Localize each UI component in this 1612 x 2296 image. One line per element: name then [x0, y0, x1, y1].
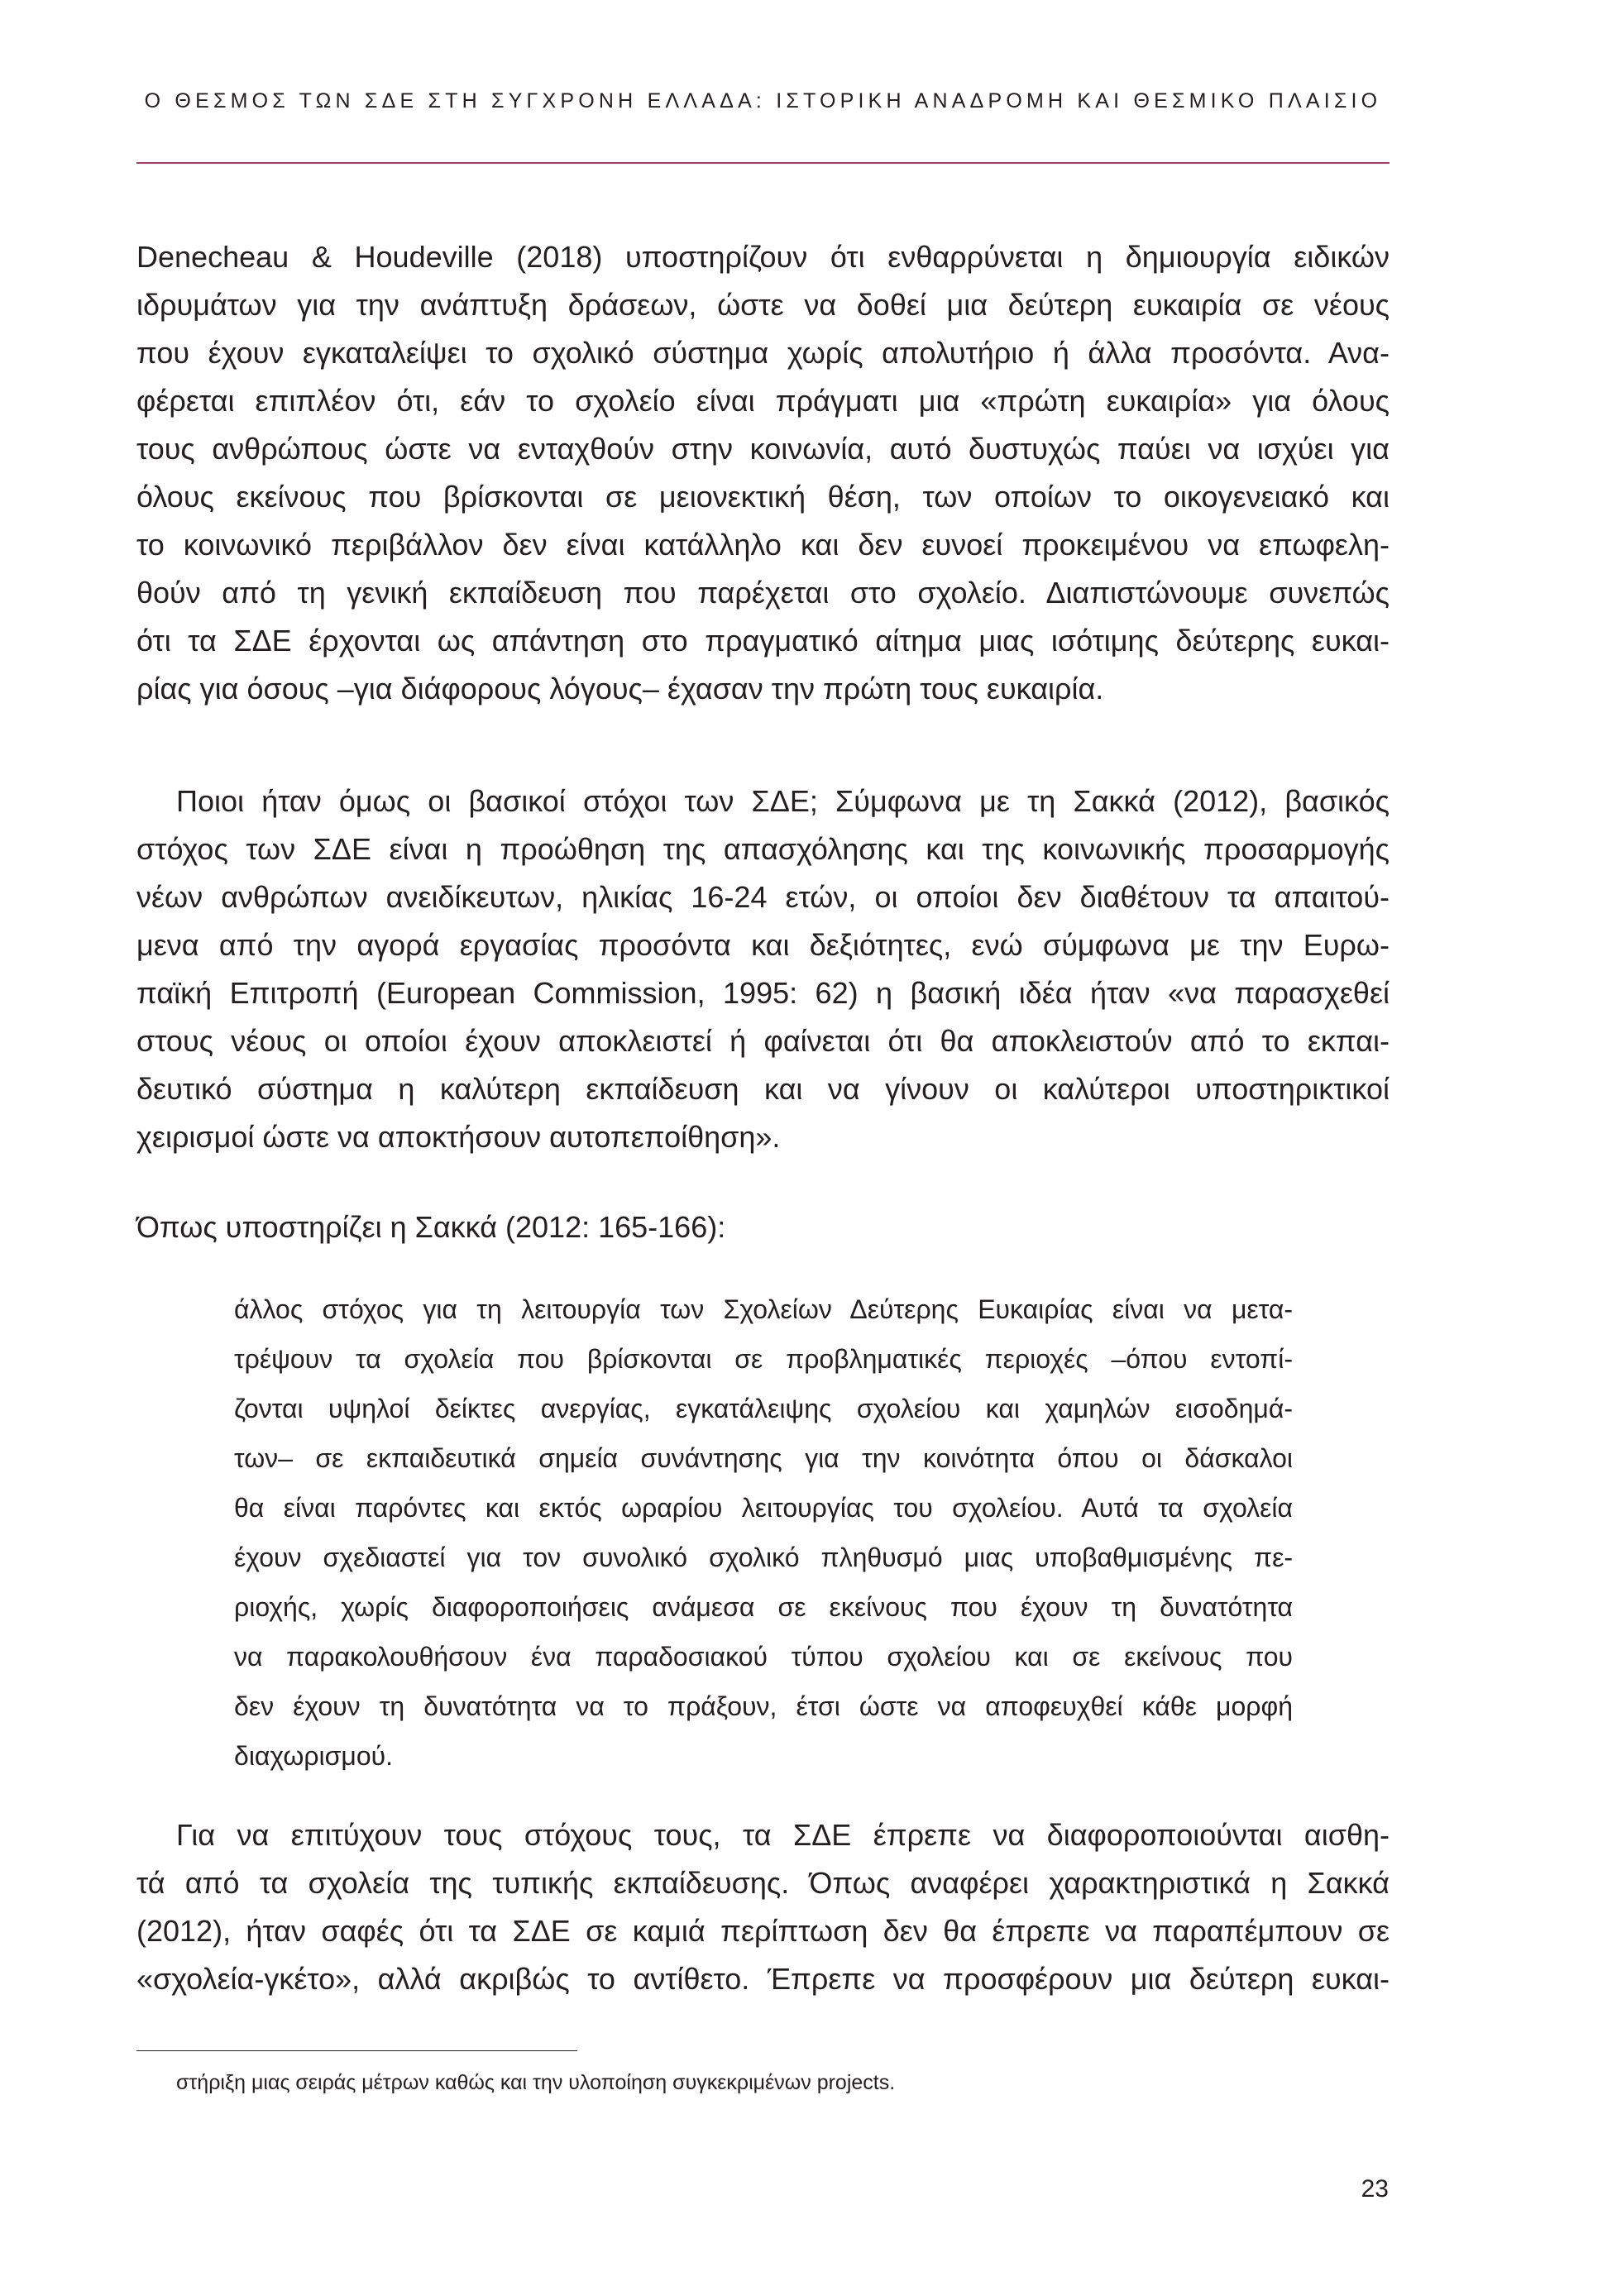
text-line: θούν από τη γενική εκπαίδευση που παρέχεται στο σχολείο. Διαπιστώνουμε συνεπώς [136, 576, 1390, 610]
text-line: Ποιοι ήταν όμως οι βασικοί στόχοι των ΣΔΕ; Σύμφωνα με τη Σακκά (2012), βασικός [176, 784, 1390, 818]
text-line: τά από τα σχολεία της τυπικής εκπαίδευσης. Όπως αναφέρει χαρακτηριστικά η Σακκά [136, 1866, 1390, 1900]
header-rule [136, 162, 1390, 164]
text-line: Για να επιτύχουν τους στόχους τους, τα ΣΔΕ έπρεπε να διαφοροποιούνται αισθη- [176, 1818, 1390, 1852]
quote-line: θα είναι παρόντες και εκτός ωραρίου λειτουργίας του σχολείου. Αυτά τα σχολεία [234, 1493, 1293, 1523]
quote-line: διαχωρισμού. [234, 1741, 394, 1771]
text-line: μενα από την αγορά εργασίας προσόντα και δεξιότητες, ενώ σύμφωνα με την Ευρω- [136, 928, 1390, 962]
text-line: νέων ανθρώπων ανειδίκευτων, ηλικίας 16-24 ετών, οι οποίοι δεν διαθέτουν τα απαιτού- [136, 880, 1390, 914]
quote-line: να παρακολουθήσουν ένα παραδοσιακού τύπου σχολείου και σε εκείνους που [234, 1642, 1293, 1672]
footnote-rule [136, 2050, 577, 2051]
text-line: δευτικό σύστημα η καλύτερη εκπαίδευση και να γίνουν οι καλύτεροι υποστηρικτικοί [136, 1072, 1390, 1106]
text-line: που έχουν εγκαταλείψει το σχολικό σύστημα χωρίς απολυτήριο ή άλλα προσόντα. Ανα- [136, 336, 1390, 370]
text-line: «σχολεία-γκέτο», αλλά ακριβώς το αντίθετο. Έπρεπε να προσφέρουν μια δεύτερη ευκαι- [136, 1962, 1390, 1996]
quote-line: τρέψουν τα σχολεία που βρίσκονται σε προβληματικές περιοχές –όπου εντοπί- [234, 1344, 1293, 1374]
quote-line: ριοχής, χωρίς διαφοροποιήσεις ανάμεσα σε εκείνους που έχουν τη δυνατότητα [234, 1592, 1293, 1622]
text-line: χειρισμοί ώστε να αποκτήσουν αυτοπεποίθηση». [136, 1120, 781, 1154]
text-line: τους ανθρώπους ώστε να ενταχθούν στην κοινωνία, αυτό δυστυχώς παύει να ισχύει για [136, 432, 1390, 466]
quote-line: των– σε εκπαιδευτικά σημεία συνάντησης για την κοινότητα όπου οι δάσκαλοι [234, 1443, 1293, 1473]
text-line: Denecheau & Houdeville (2018) υποστηρίζουν ότι ενθαρρύνεται η δημιουργία ειδικών [136, 240, 1390, 274]
footnote: στήριξη μιας σειράς μέτρων καθώς και την υλοποίηση συγκεκριμένων projects. [176, 2071, 896, 2094]
text-line: φέρεται επιπλέον ότι, εάν το σχολείο είναι πράγματι μια «πρώτη ευκαιρία» για όλους [136, 384, 1390, 418]
text-line: ιδρυμάτων για την ανάπτυξη δράσεων, ώστε να δοθεί μια δεύτερη ευκαιρία σε νέους [136, 288, 1390, 322]
text-line: το κοινωνικό περιβάλλον δεν είναι κατάλληλο και δεν ευνοεί προκειμένου να επωφελη- [136, 528, 1390, 562]
quote-line: δεν έχουν τη δυνατότητα να το πράξουν, έτσι ώστε να αποφευχθεί κάθε μορφή [234, 1691, 1293, 1721]
page-number: 23 [1361, 2175, 1389, 2203]
text-line: όλους εκείνους που βρίσκονται σε μειονεκτική θέση, των οποίων το οικογενειακό και [136, 480, 1390, 514]
quote-intro: Όπως υποστηρίζει η Σακκά (2012: 165-166): [136, 1210, 726, 1244]
text-line: παϊκή Επιτροπή (European Commission, 1995: 62) η βασική ιδέα ήταν «να παρασχεθεί [136, 976, 1390, 1010]
running-header: Ο ΘΕΣΜΟΣ ΤΩΝ ΣΔΕ ΣΤΗ ΣΥΓΧΡΟΝΗ ΕΛΛΑΔΑ: ΙΣΤΟΡΙΚΗ ΑΝΑΔΡΟΜΗ ΚΑΙ ΘΕΣΜΙΚΟ ΠΛΑΙΣΙΟ [144, 89, 1382, 112]
text-line: (2012), ήταν σαφές ότι τα ΣΔΕ σε καμιά περίπτωση δεν θα έπρεπε να παραπέμπουν σε [136, 1914, 1390, 1948]
text-line: στους νέους οι οποίοι έχουν αποκλειστεί ή φαίνεται ότι θα αποκλειστούν από το εκπαι- [136, 1024, 1390, 1058]
quote-line: έχουν σχεδιαστεί για τον συνολικό σχολικό πληθυσμό μιας υποβαθμισμένης πε- [234, 1543, 1293, 1572]
text-line: ότι τα ΣΔΕ έρχονται ως απάντηση στο πραγματικό αίτημα μιας ισότιμης δεύτερης ευκαι- [136, 624, 1390, 658]
text-line: ρίας για όσους –για διάφορους λόγους– έχασαν την πρώτη τους ευκαιρία. [136, 672, 1104, 706]
quote-line: άλλος στόχος για τη λειτουργία των Σχολείων Δεύτερης Ευκαιρίας είναι να μετα- [234, 1294, 1293, 1324]
text-line: στόχος των ΣΔΕ είναι η προώθηση της απασχόλησης και της κοινωνικής προσαρμογής [136, 832, 1390, 866]
quote-line: ζονται υψηλοί δείκτες ανεργίας, εγκατάλειψης σχολείου και χαμηλών εισοδημά- [234, 1394, 1293, 1423]
